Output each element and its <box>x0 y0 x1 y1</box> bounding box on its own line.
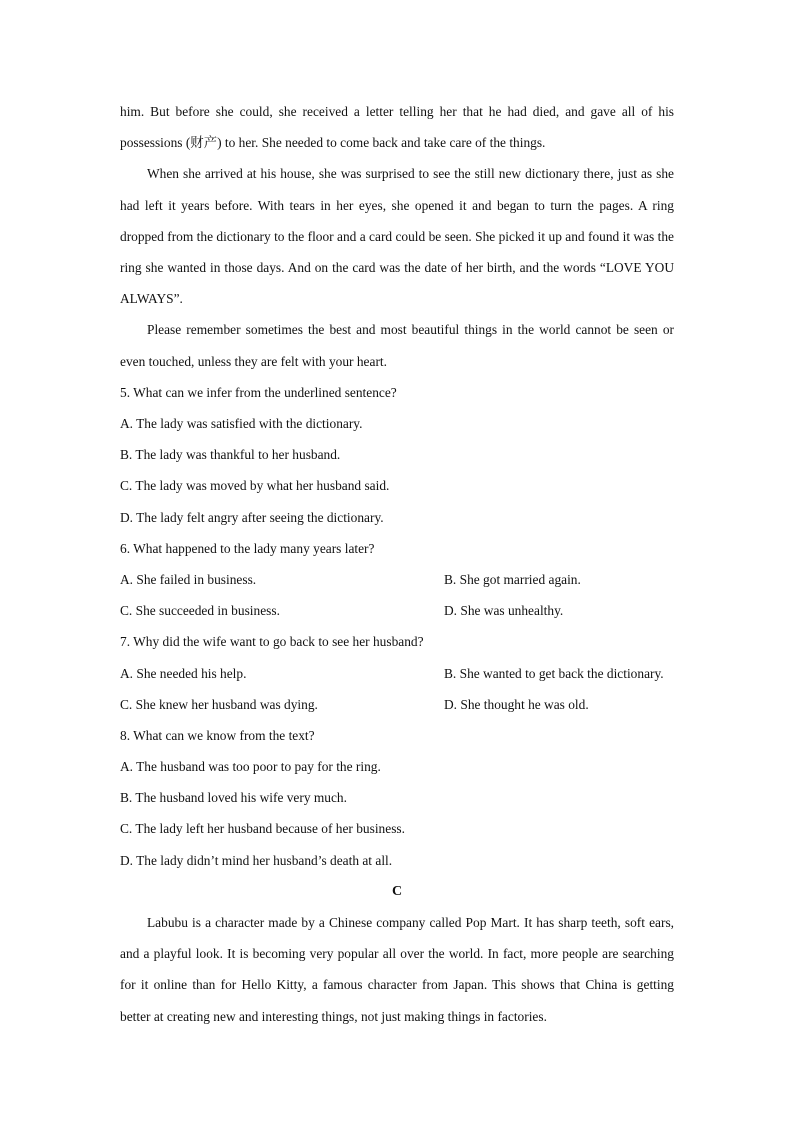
section-c-heading: C <box>391 883 403 899</box>
question-7 <box>120 626 674 720</box>
question-stem: 5. What can we infer from the underlined sentence? <box>120 384 397 400</box>
option-d: D. She thought he was old. <box>444 696 589 712</box>
option-c: C. She succeeded in business. <box>120 603 280 619</box>
question-8 <box>120 720 674 876</box>
passage-b-paragraph-2: When she arrived at his house, she was surprised to see the still new dictionary there, just as she had left it years before. With tears in her eyes, she opened it and began to turn the pages. A ring dropped from the dictionary to the floor and a card could be seen. She picked it up and found it was the ring she wanted in those days. And on the card was the date of her birth, and the words “LOVE YOU ALWAYS”. <box>120 166 674 307</box>
question-6 <box>120 533 674 627</box>
option-b: B. The husband loved his wife very much. <box>120 790 347 806</box>
option-c: C. The lady was moved by what her husband said. <box>120 478 390 494</box>
question-stem: 6. What happened to the lady many years later? <box>120 540 375 556</box>
option-c: C. The lady left her husband because of her business. <box>120 821 405 837</box>
option-a: A. She needed his help. <box>120 665 247 681</box>
option-b: B. The lady was thankful to her husband. <box>120 447 341 463</box>
passage-b-continuation <box>120 96 674 1032</box>
section-c-paragraph-1: Labubu is a character made by a Chinese company called Pop Mart. It has sharp teeth, soft ears, and a playful look. It is becoming very popular all over the world. In fact, more people are searching for it online than for Hello Kitty, a famous character from Japan. This shows that China is getting better at creating new and interesting things, not just making things in factories. <box>120 915 674 1024</box>
question-5 <box>120 377 674 533</box>
option-a: A. She failed in business. <box>120 571 257 587</box>
option-b: B. She got married again. <box>444 571 581 587</box>
option-b: B. She wanted to get back the dictionary. <box>444 665 664 681</box>
option-a: A. The lady was satisfied with the dictionary. <box>120 416 363 432</box>
question-stem: 7. Why did the wife want to go back to see her husband? <box>120 634 424 650</box>
option-d: D. The lady felt angry after seeing the dictionary. <box>120 509 384 525</box>
passage-b-paragraph-1: him. But before she could, she received a letter telling her that he had died, and gave all of his possessions (财产) to her. She needed to come back and take care of the things. <box>120 104 674 151</box>
option-a: A. The husband was too poor to pay for the ring. <box>120 759 381 775</box>
passage-b-paragraph-3: Please remember sometimes the best and most beautiful things in the world cannot be seen or even touched, unless they are felt with your heart. <box>120 322 674 369</box>
question-stem: 8. What can we know from the text? <box>120 727 315 743</box>
option-d: D. She was unhealthy. <box>444 603 564 619</box>
option-d: D. The lady didn’t mind her husband’s death at all. <box>120 852 393 868</box>
option-c: C. She knew her husband was dying. <box>120 696 318 712</box>
